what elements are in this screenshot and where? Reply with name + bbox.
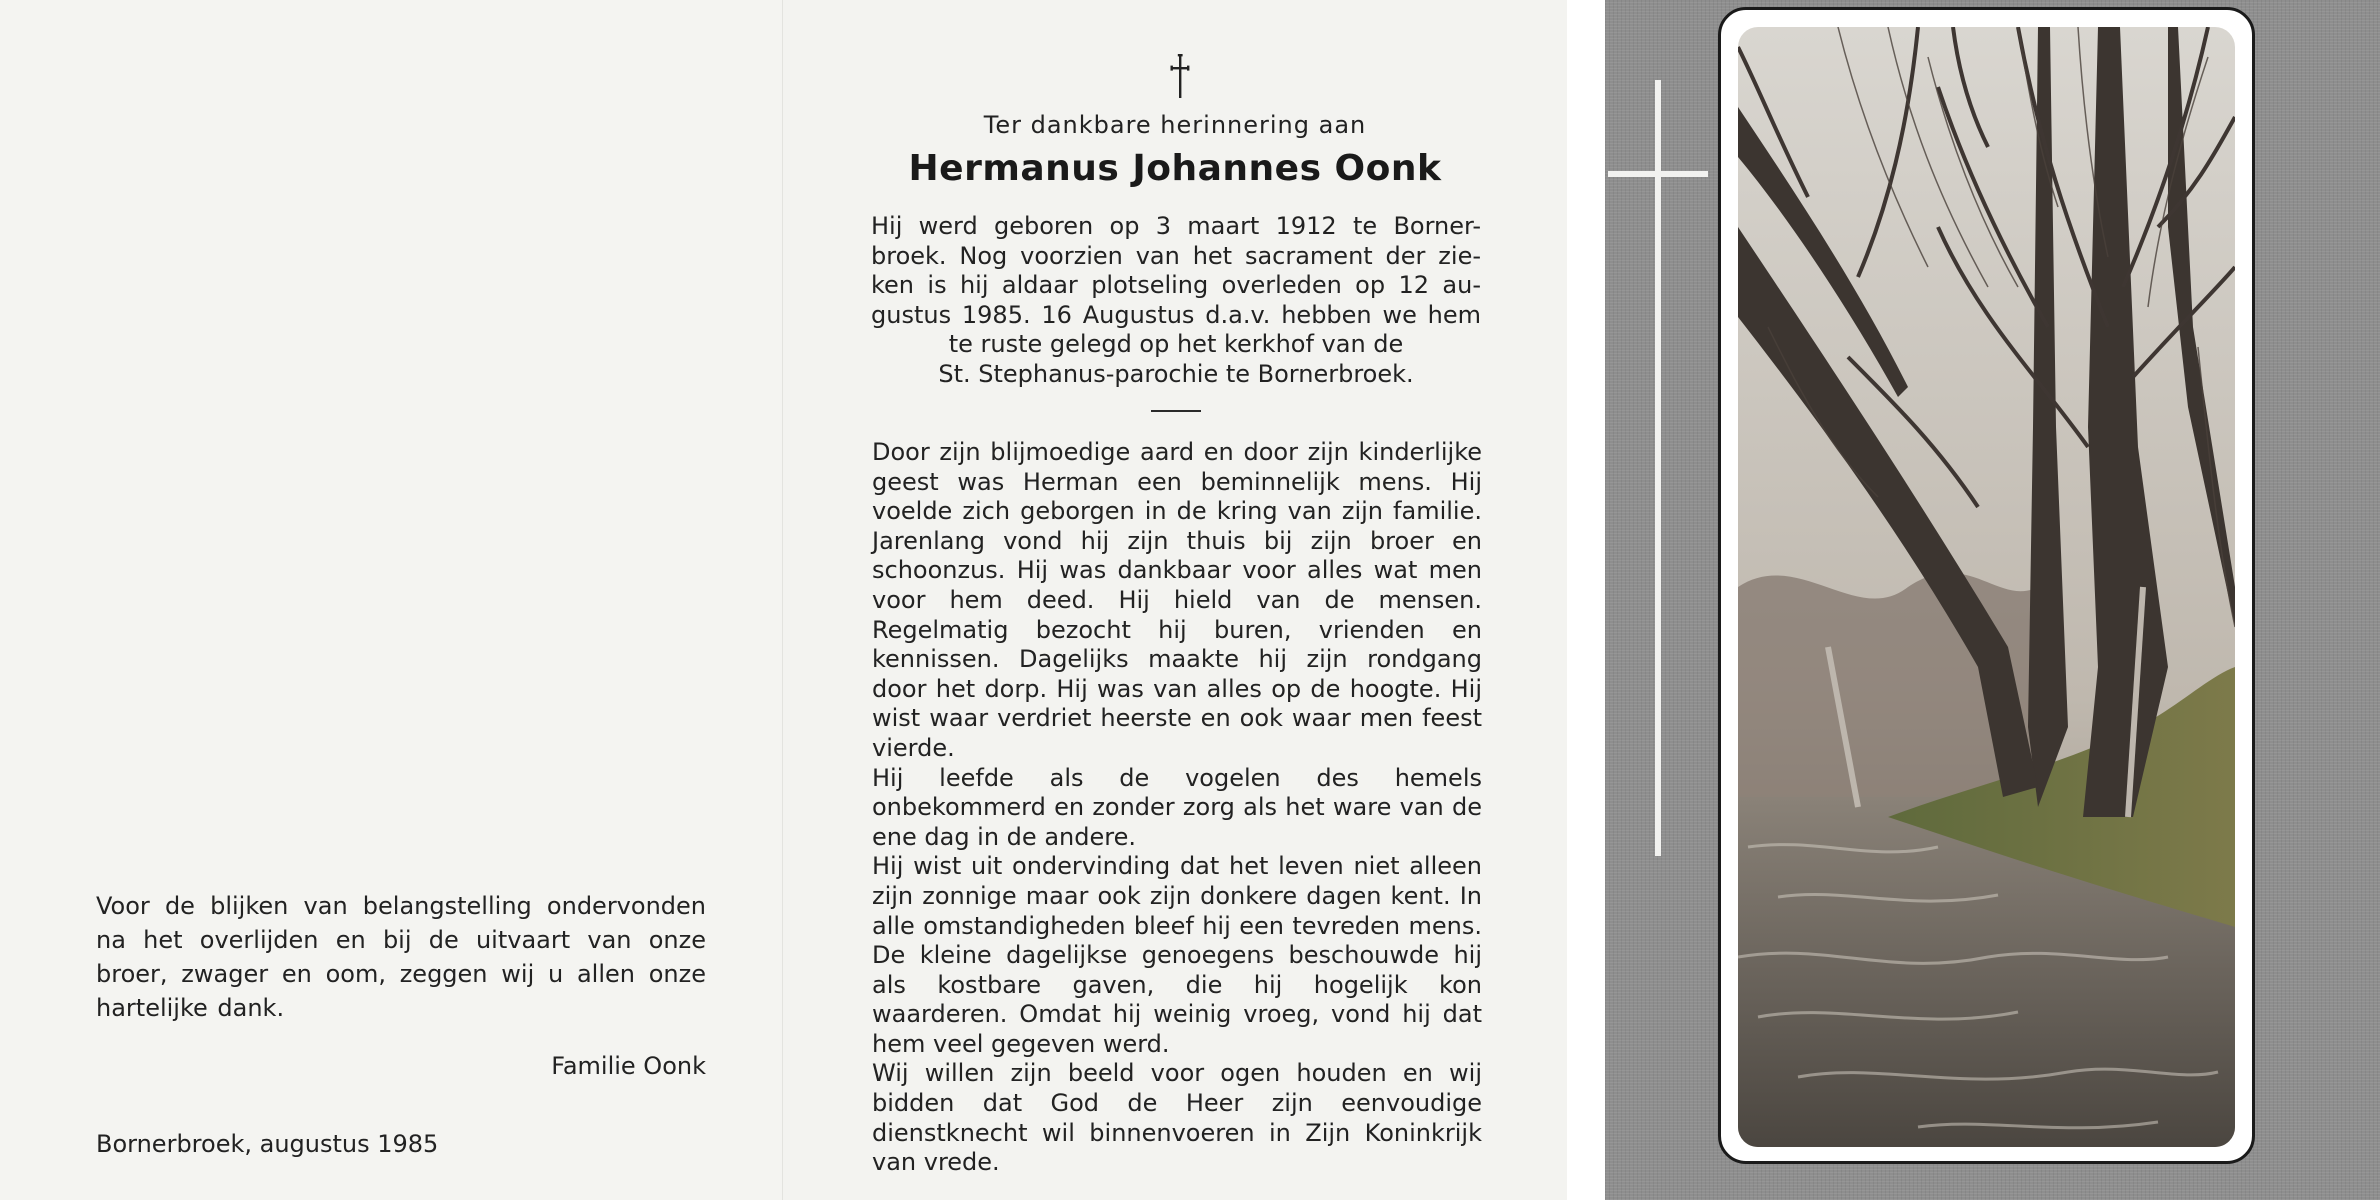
obituary-page [783, 0, 1567, 1200]
paragraph: Door zijn blijmoedige aard en door zijn kinderlijke geest was Herman een beminnelijk mens. Hij voelde zich geborgen in de kring van zijn familie. Jarenlang vond hij zijn thuis bij zijn broer en schoonzus. Hij was dankbaar voor alles wat men voor hem deed. Hij hield van de mensen. Regelmatig bezocht hij buren, vrienden en kennissen. Dagelijks maakte hij zijn rondgang door het dorp. Hij was van alles op de hoogte. Hij wist waar verdriet heerste en ook waar men feest vierde. [872, 438, 1482, 762]
cross-icon [1605, 80, 1715, 860]
memorial-text [872, 438, 1482, 1178]
signature: Familie Oonk [551, 1052, 706, 1080]
intro-line: Ter dankbare herinnering aan [983, 111, 1367, 139]
place-date: Bornerbroek, augustus 1985 [96, 1130, 439, 1158]
gap [1567, 0, 1605, 1200]
bio-line: ken is hij aldaar plotseling overleden op 12 au- [871, 271, 1481, 299]
river-with-bare-trees-photo [1738, 27, 2235, 1147]
deceased-name: Hermanus Johannes Oonk [908, 148, 1442, 189]
bio-section [871, 212, 1481, 389]
cross-icon [1168, 54, 1192, 100]
paragraph: Hij wist uit ondervinding dat het leven niet alleen zijn zonnige maar ook zijn donkere dagen kent. In alle omstandigheden bleef hij een tevreden mens. De kleine dagelijkse genoegens beschouwde hij als kostbare gaven, die hij hogelijk kon waarderen. Omdat hij weinig vroeg, vond hij dat hem veel gegeven werd. [872, 852, 1482, 1058]
cover-page [1605, 0, 2380, 1200]
bio-line: te ruste gelegd op het kerkhof van de [948, 330, 1404, 358]
paragraph: Wij willen zijn beeld voor ogen houden en wij bidden dat God de Heer zijn eenvoudige dienstknecht wil binnenvoeren in Zijn Koninkrijk van vrede. [872, 1059, 1482, 1177]
thanks-message: Voor de blijken van belangstelling ondervonden na het overlijden en bij de uitvaart van onze broer, zwager en oom, zeggen wij u allen onze hartelijke dank. [96, 892, 706, 1022]
bio-line: gustus 1985. 16 Augustus d.a.v. hebben we hem [871, 300, 1481, 329]
divider [1151, 410, 1201, 412]
photo-frame [1718, 7, 2255, 1164]
paragraph: Hij leefde als de vogelen des hemels onbekommerd en zonder zorg als het ware van de ene dag in de andere. [872, 763, 1482, 851]
thanks-page [0, 0, 783, 1200]
bio-line: Hij werd geboren op 3 maart 1912 te Borner- [871, 212, 1481, 240]
bio-line: broek. Nog voorzien van het sacrament der zie- [871, 241, 1481, 270]
bio-line: St. Stephanus-parochie te Bornerbroek. [938, 359, 1414, 388]
